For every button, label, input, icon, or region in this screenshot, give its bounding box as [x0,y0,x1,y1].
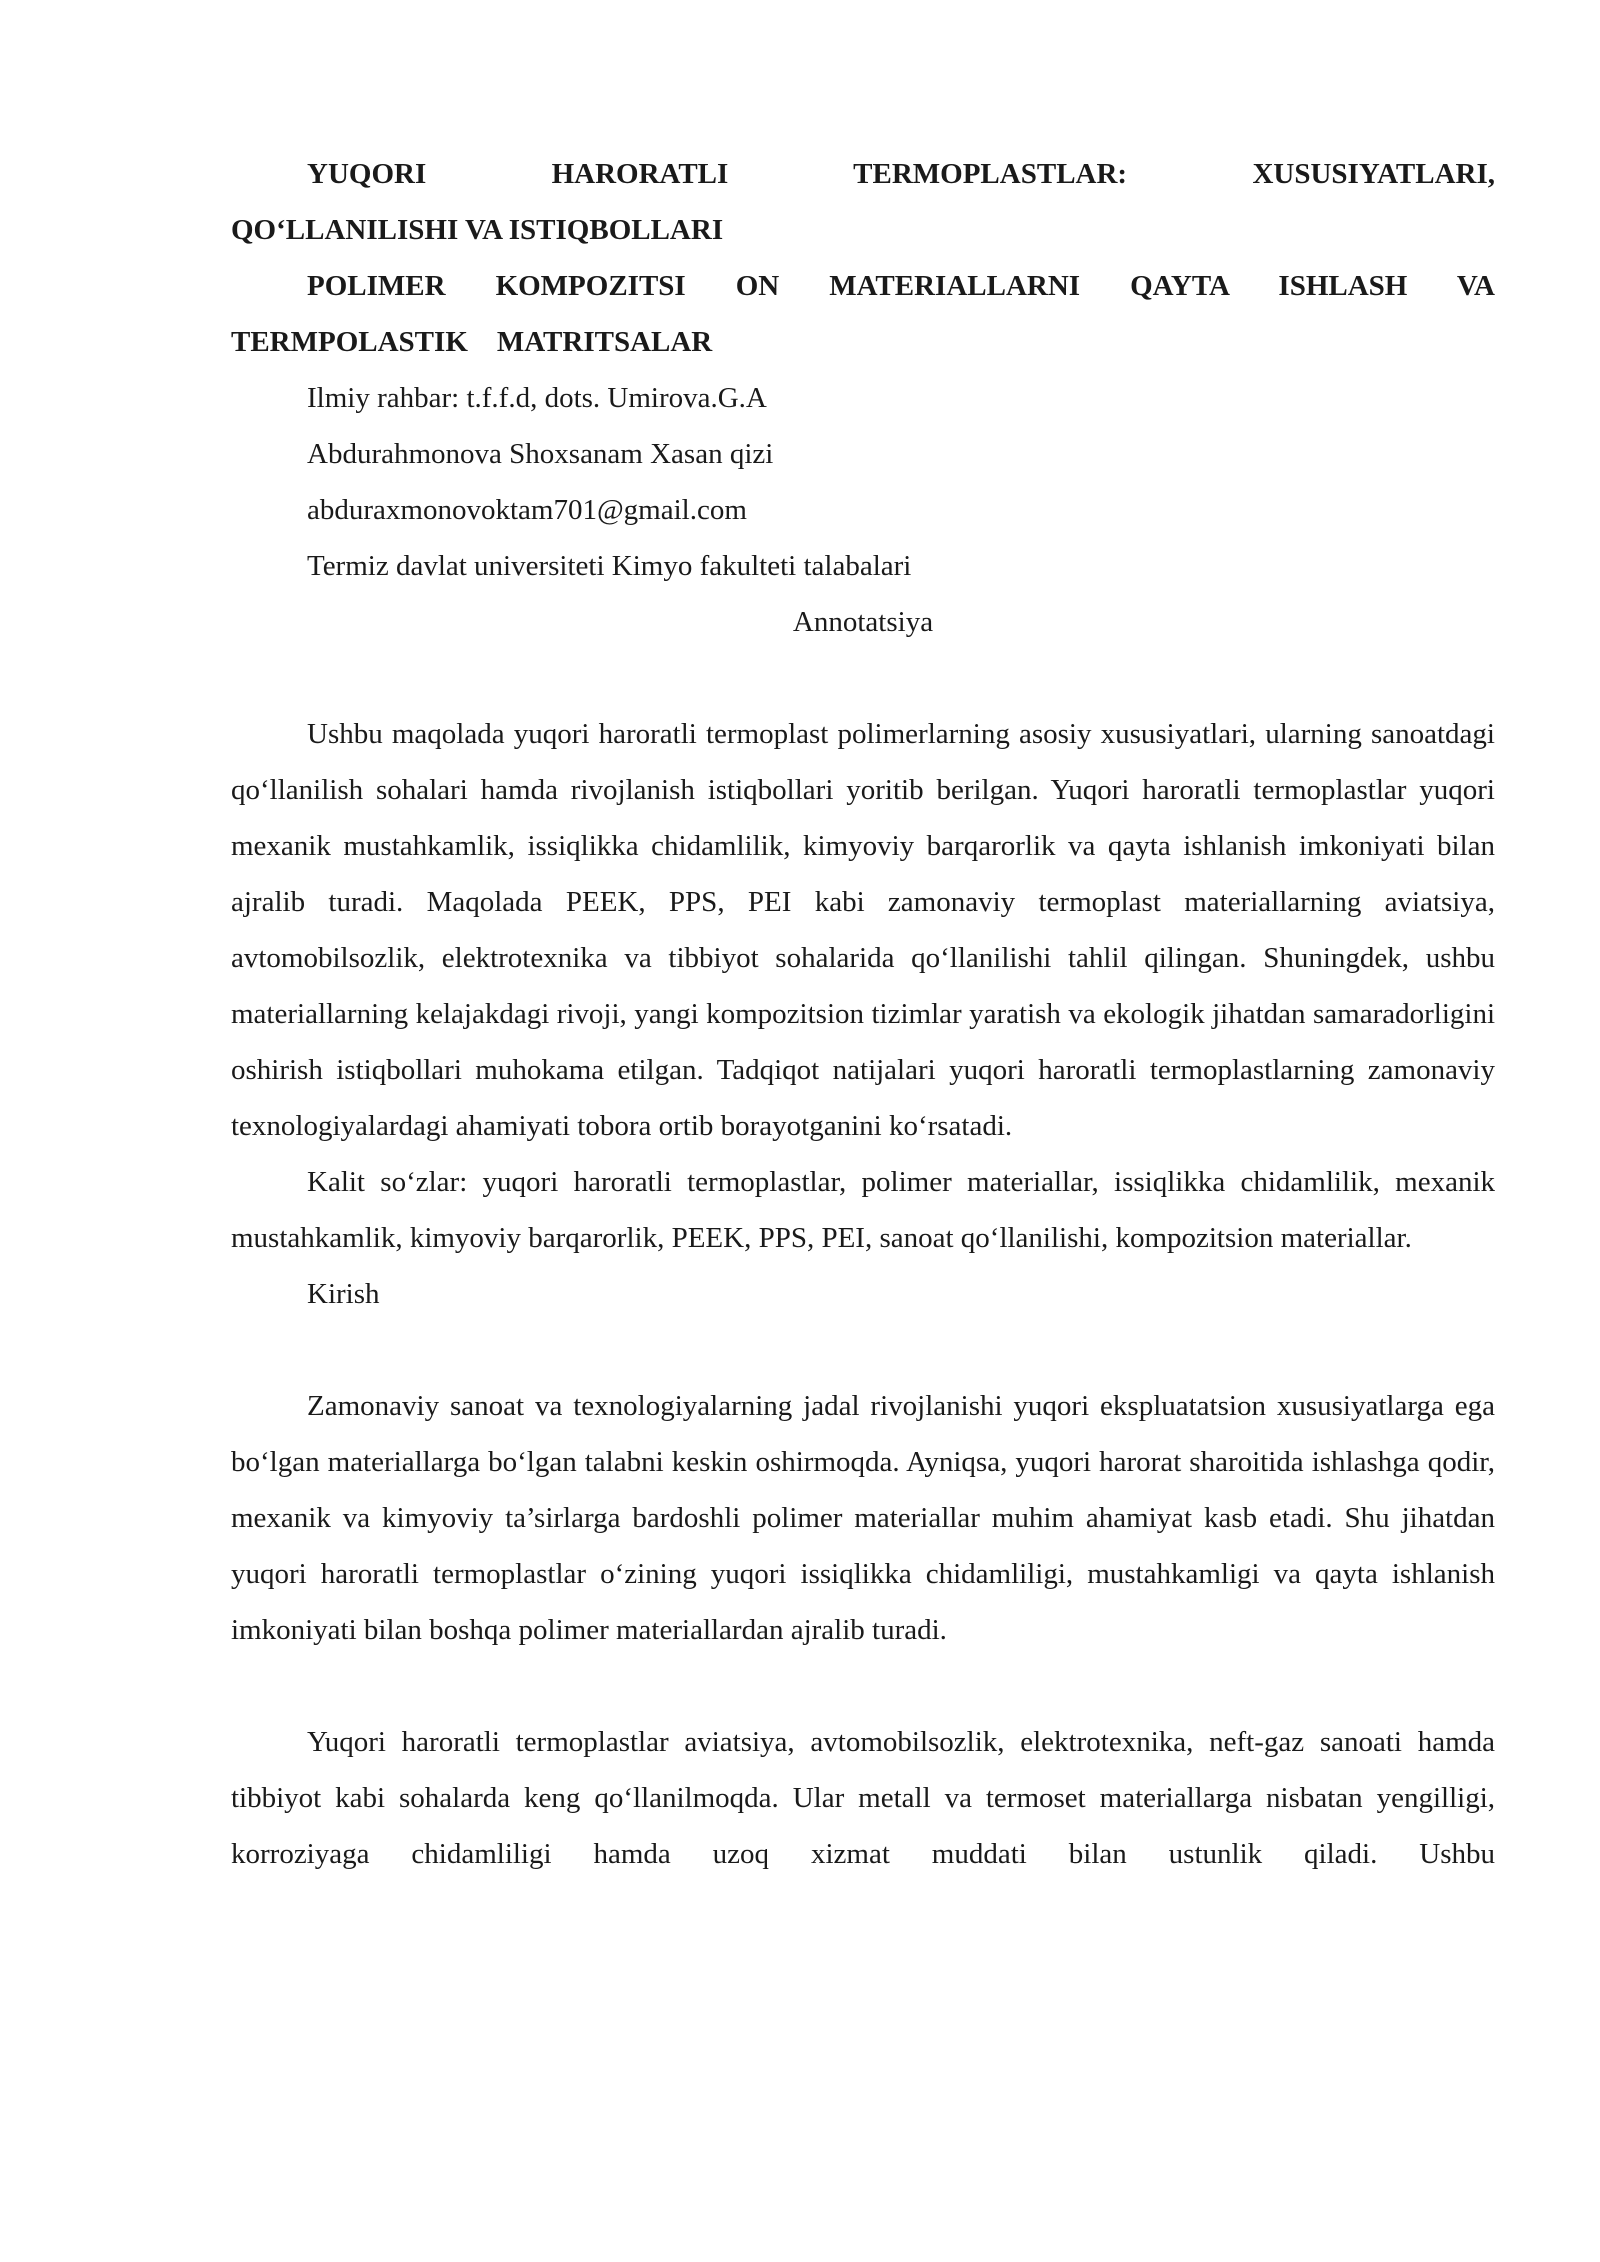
supervisor-line: Ilmiy rahbar: t.f.f.d, dots. Umirova.G.A [307,382,767,414]
spacer [231,650,1495,706]
introduction-paragraph-2: Yuqori haroratli termoplastlar aviatsiya, avtomobilsozlik, elektrotexnika, neft-gaz sanoati hamda tibbiyot kabi sohalarda keng qo‘llanilmoqda. Ular metall va termoset materiallarga nisbatan yengilligi, korroziyaga chidamliligi hamda uzoq xizmat muddati bilan ustunlik qiladi. Ushbu [231,1726,1495,1870]
annotation-text: Ushbu maqolada yuqori haroratli termoplast polimerlarning asosiy xususiyatlari, ularning sanoatdagi qo‘llanilish sohalari hamda rivojlanish istiqbollari yoritib berilgan. Yuqori haroratli termoplastlar yuqori mexanik mustahkamlik, issiqlikka chidamlilik, kimyoviy barqarorlik va qayta ishlanish imkoniyati bilan ajralib turadi. Maqolada PEEK, PPS, PEI kabi zamonaviy termoplast materiallarning aviatsiya, avtomobilsozlik, elektrotexnika va tibbiyot sohalarida qo‘llanilishi tahlil qilingan. Shuningdek, ushbu materiallarning kelajakdagi rivoji, yangi kompozitsion tizimlar yaratish va ekologik jihatdan samaradorligini oshirish istiqbollari muhokama etilgan. Tadqiqot natijalari yuqori haroratli termoplastlarning zamonaviy texnologiyalardagi ahamiyati tobora ortib borayotganini ko‘rsatadi. [231,718,1495,1142]
spacer [231,1322,1495,1378]
introduction-heading: Kirish [307,1278,380,1310]
title-2-line-2: TERMPOLASTIK MATRITSALAR [231,326,713,358]
spacer [231,1658,1495,1714]
document-page [231,146,1495,1882]
annotation-heading: Annotatsiya [792,606,934,638]
introduction-paragraph-1: Zamonaviy sanoat va texnologiyalarning jadal rivojlanishi yuqori ekspluatatsion xususiyatlarga ega bo‘lgan materiallarga bo‘lgan talabni keskin oshirmoqda. Ayniqsa, yuqori harorat sharoitida ishlashga qodir, mexanik va kimyoviy ta’sirlarga bardoshli polimer materiallar muhim ahamiyat kasb etadi. Shu jihatdan yuqori haroratli termoplastlar o‘zining yuqori issiqlikka chidamliligi, mustahkamligi va qayta ishlanish imkoniyati bilan boshqa polimer materiallardan ajralib turadi. [231,1390,1495,1646]
title-1-line-2: QO‘LLANILISHI VA ISTIQBOLLARI [231,214,724,246]
author-email: abduraxmonovoktam701@gmail.com [307,494,747,526]
title-1-line-1: YUQORI HARORATLI TERMOPLASTLAR: XUSUSIYATLARI, [307,158,1495,190]
affiliation: Termiz davlat universiteti Kimyo fakulteti talabalari [307,550,912,582]
keywords-paragraph: Kalit so‘zlar: yuqori haroratli termoplastlar, polimer materiallar, issiqlikka chidamlilik, mexanik mustahkamlik, kimyoviy barqarorlik, PEEK, PPS, PEI, sanoat qo‘llanilishi, kompozitsion materiallar. [231,1166,1495,1254]
author-name: Abdurahmonova Shoxsanam Xasan qizi [307,438,774,470]
title-2-line-1: POLIMER KOMPOZITSI ON MATERIALLARNI QAYTA ISHLASH VA [307,270,1495,302]
